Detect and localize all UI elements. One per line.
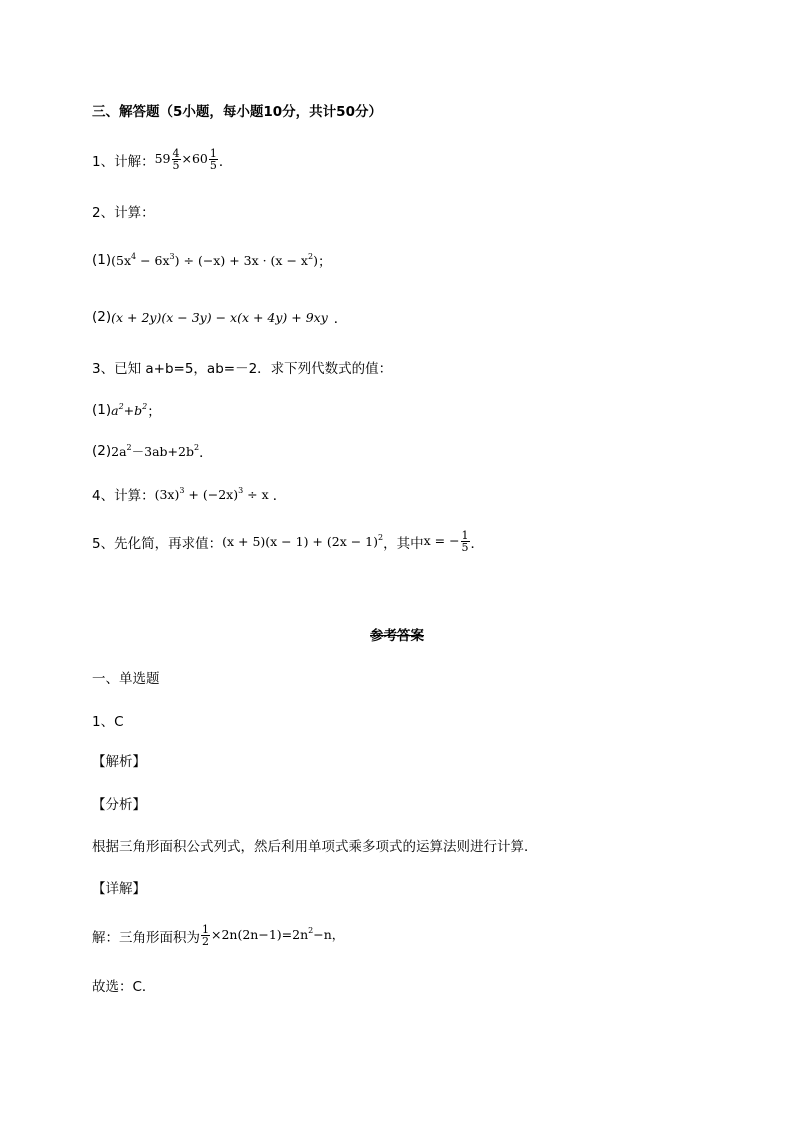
question-3-part-2: (2) $2a^2-3ab+2b^2$ ．	[92, 443, 213, 461]
conclusion: 故选：C．	[92, 979, 156, 995]
q5-expression: $(x + 5)(x - 1) + (2x - 1)^2$	[222, 533, 384, 549]
question-4: 4、计算： $(3x)^3 + (-2x)^3 \div x$ ．	[92, 485, 287, 504]
fenxi-heading: 【分析】	[92, 797, 146, 813]
xiangjie-heading: 【详解】	[92, 881, 146, 897]
q2-p2-expression: (x + 2y)(x − 3y) − x(x + 4y) + 9xy	[111, 309, 328, 325]
q4-expression: $(3x)^3 + (-2x)^3 \div x$	[154, 485, 269, 502]
answer-title: 参考答案	[370, 628, 424, 644]
question-2-part-2: (2) (x + 2y)(x − 3y) − x(x + 4y) + 9xy ．	[92, 309, 348, 327]
answer-section-title: 一、单选题	[92, 671, 160, 687]
section-heading: 三、解答题（5小题，每小题10分，共计50分）	[92, 104, 382, 120]
question-2-part-1: (1) $(5x^4 - 6x^3) \div (-x) + 3x \cdot (x - x^2)$ ；	[92, 251, 332, 270]
fraction: $\frac{1}{5}$	[461, 529, 469, 554]
fraction: $\frac{1}{2}$	[202, 923, 209, 948]
solution-line: 解：三角形面积为 $\frac{1}{2}$ $\times 2n(2n-1)=2n^2-n$，	[92, 923, 345, 948]
question-3-part-1: (1) $a^2+b^2$ ；	[92, 401, 161, 420]
answer-1: 1、C	[92, 714, 124, 730]
fraction: $\frac{1}{5}$	[209, 147, 217, 172]
q1-expression: 59 $\frac{4}{5}$ ×60 $\frac{1}{5}$	[154, 147, 217, 172]
question-2-title: 2、计算：	[92, 205, 155, 221]
analysis-text: 根据三角形面积公式列式，然后利用单项式乘多项式的运算法则进行计算．	[92, 839, 538, 855]
fraction: $\frac{4}{5}$	[172, 147, 180, 172]
jiexi-heading: 【解析】	[92, 754, 146, 770]
q2-p1-expression: $(5x^4 - 6x^3) \div (-x) + 3x \cdot (x - x^2)$	[111, 251, 318, 268]
question-1: 1、计解： 59 $\frac{4}{5}$ ×60 $\frac{1}{5}$ ．	[92, 147, 233, 172]
question-5: 5、先化简，再求值： $(x + 5)(x - 1) + (2x - 1)^2$ ，其中 x = − $\frac{1}{5}$ ．	[92, 529, 485, 554]
question-3-stem: 3、已知 a+b=5，ab=－2．求下列代数式的值：	[92, 361, 393, 377]
